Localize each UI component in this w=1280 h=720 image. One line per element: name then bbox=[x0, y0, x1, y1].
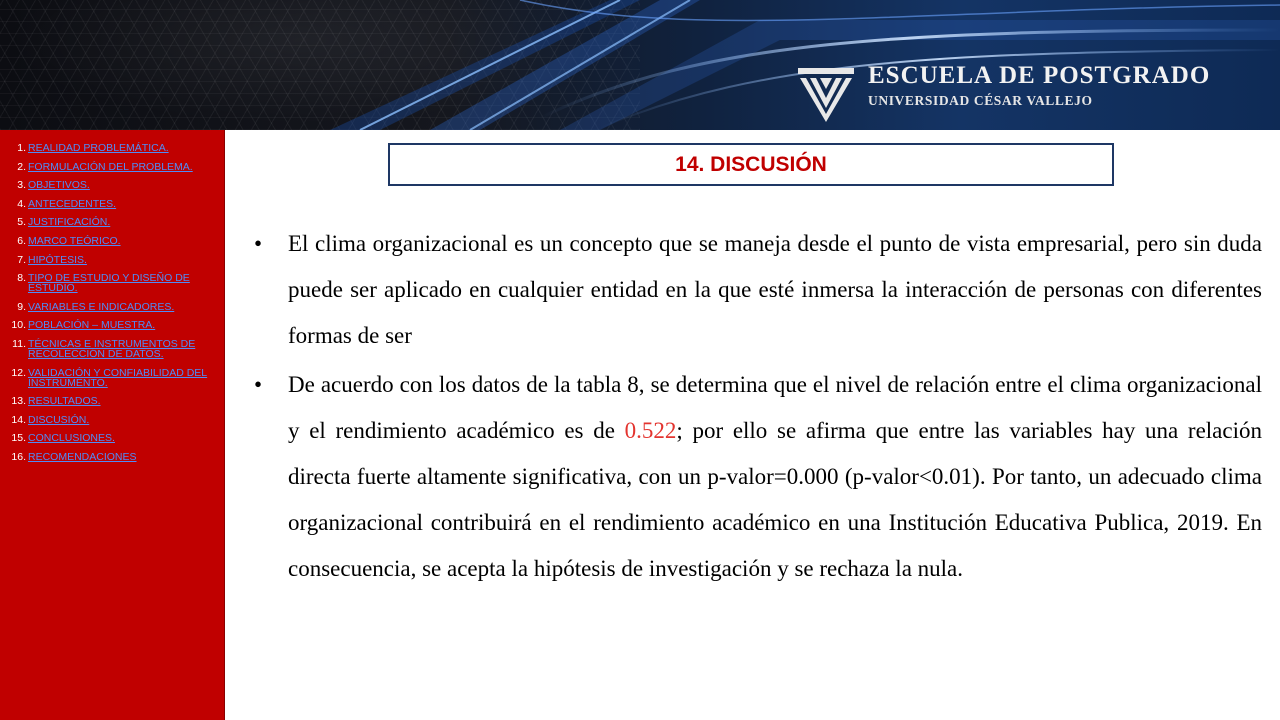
toc-item bbox=[0, 255, 224, 265]
bullet-paragraph-2 bbox=[252, 362, 1262, 592]
toc-item-number: 6. bbox=[17, 234, 26, 247]
toc-link[interactable]: FORMULACIÓN DEL PROBLEMA. bbox=[28, 160, 193, 173]
toc-link[interactable]: RECOMENDACIONES bbox=[28, 450, 137, 463]
toc-link[interactable]: MARCO TEÓRICO. bbox=[28, 234, 121, 247]
toc-item bbox=[0, 433, 224, 443]
toc-item bbox=[0, 236, 224, 246]
toc-link[interactable]: POBLACIÓN – MUESTRA. bbox=[28, 319, 156, 332]
toc-list bbox=[0, 130, 224, 462]
toc-item bbox=[0, 320, 224, 330]
toc-item bbox=[0, 199, 224, 209]
bullet-icon: • bbox=[254, 372, 263, 397]
toc-item bbox=[0, 180, 224, 190]
toc-item-number: 2. bbox=[17, 160, 26, 173]
bullet-paragraph-1 bbox=[252, 221, 1262, 359]
toc-item bbox=[0, 368, 224, 388]
toc-link[interactable]: HIPÓTESIS. bbox=[28, 253, 87, 266]
university-name: UNIVERSIDAD CÉSAR VALLEJO bbox=[868, 93, 1093, 108]
toc-item-number: 12. bbox=[11, 366, 26, 379]
paragraph-text: El clima organizacional es un concepto que se maneja desde el punto de vista empresarial, pero sin duda puede ser aplicado en cualquier entidad en la que esté inmersa la interacción de personas con diferentes formas de ser bbox=[288, 231, 1262, 348]
correlation-value: 0.522 bbox=[624, 418, 677, 443]
sidebar bbox=[0, 130, 225, 720]
toc-item bbox=[0, 396, 224, 406]
toc-item-number: 3. bbox=[17, 179, 26, 192]
bullet-icon: • bbox=[254, 231, 263, 256]
toc-item-number: 8. bbox=[17, 272, 26, 285]
school-name: ESCUELA DE POSTGRADO bbox=[868, 62, 1211, 89]
paragraph-text-after: ; por ello se afirma que entre las variables hay una relación directa fuerte altamente significativa, con un p-valor=0.000 (p-valor<0.01). Por tanto, un adecuado clima organizacional contribuirá en el rendimiento académico en una Institución Educativa Publica, 2019. En consecuencia, se acepta la hipótesis de investigación y se rechaza la nula. bbox=[288, 418, 1262, 581]
toc-item-number: 13. bbox=[11, 395, 26, 408]
toc-item bbox=[0, 162, 224, 172]
toc-link[interactable]: VALIDACIÓN Y CONFIABILIDAD DEL INSTRUMENTO. bbox=[28, 366, 208, 389]
toc-item-number: 14. bbox=[11, 413, 26, 426]
toc-link[interactable]: TIPO DE ESTUDIO Y DISEÑO DE ESTUDIO. bbox=[28, 272, 190, 295]
toc-item bbox=[0, 273, 224, 293]
toc-item-number: 9. bbox=[17, 300, 26, 313]
toc-item-number: 15. bbox=[11, 432, 26, 445]
toc-item bbox=[0, 339, 224, 359]
toc-item-number: 1. bbox=[17, 142, 26, 154]
toc-item bbox=[0, 452, 224, 462]
toc-link[interactable]: ANTECEDENTES. bbox=[28, 197, 117, 210]
header-banner bbox=[0, 0, 1280, 130]
toc-item-number: 7. bbox=[17, 253, 26, 266]
content-area bbox=[252, 221, 1262, 592]
toc-link[interactable]: JUSTIFICACIÓN. bbox=[28, 216, 111, 229]
toc-item bbox=[0, 143, 224, 153]
toc-item bbox=[0, 302, 224, 312]
toc-link[interactable]: REALIDAD PROBLEMÁTICA. bbox=[28, 142, 169, 154]
toc-item-number: 16. bbox=[11, 450, 26, 463]
toc-link[interactable]: OBJETIVOS. bbox=[28, 179, 90, 192]
section-title-box bbox=[388, 143, 1114, 186]
toc-item-number: 4. bbox=[17, 197, 26, 210]
toc-item bbox=[0, 415, 224, 425]
toc-link[interactable]: DISCUSIÓN. bbox=[28, 413, 90, 426]
toc-link[interactable]: TÉCNICAS E INSTRUMENTOS DE RECOLECCIÓN DE DATOS. bbox=[28, 337, 196, 360]
toc-link[interactable]: VARIABLES E INDICADORES. bbox=[28, 300, 175, 313]
toc-item-number: 11. bbox=[12, 337, 26, 350]
toc-item-number: 10. bbox=[11, 319, 26, 332]
toc-item-number: 5. bbox=[17, 216, 26, 229]
toc-link[interactable]: CONCLUSIONES. bbox=[28, 432, 115, 445]
toc-link[interactable]: RESULTADOS. bbox=[28, 395, 101, 408]
paragraph-text-before: De acuerdo con los datos de la tabla 8, se determina que el nivel de relación entre el clima organizacional y el rendimiento académico es de bbox=[288, 372, 1262, 443]
toc-item bbox=[0, 217, 224, 227]
ucv-shield-icon bbox=[796, 64, 856, 122]
page-title: 14. DISCUSIÓN bbox=[675, 152, 827, 176]
